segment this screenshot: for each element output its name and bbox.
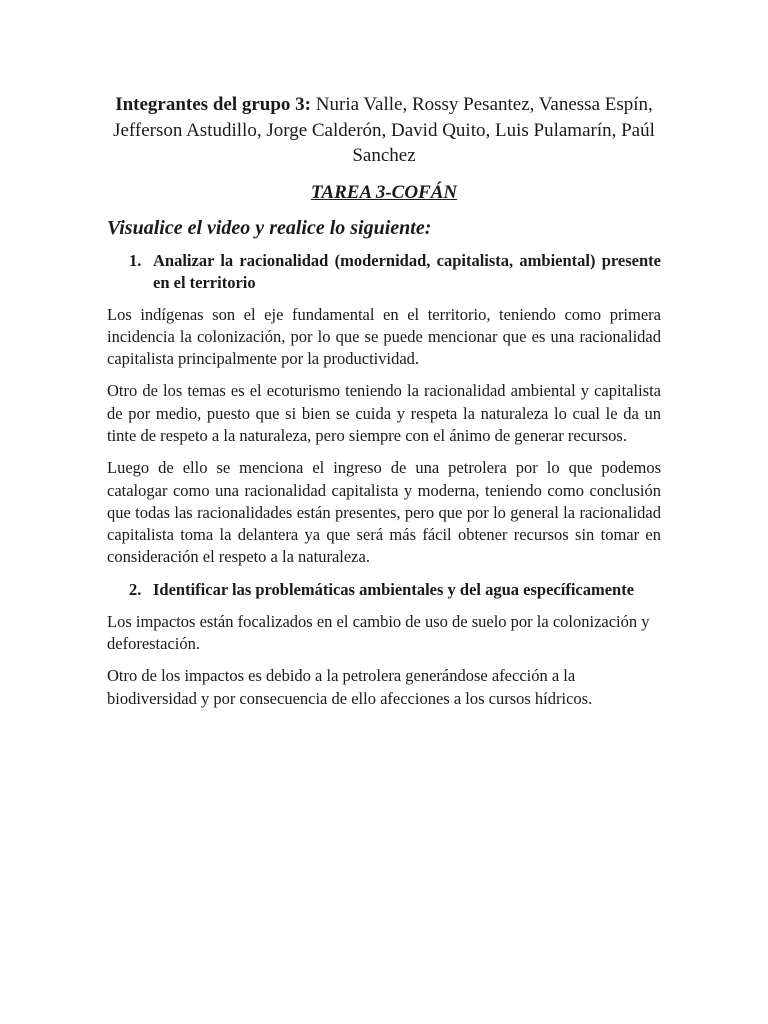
members-label: Integrantes del grupo 3: [115,94,312,115]
section-2-paragraph-2: Otro de los impactos es debido a la petrolera generándose afección a la biodiversidad y por consecuencia de ello afecciones a los cursos hídricos. [107,666,593,708]
section-2-number: 2. [129,579,142,599]
section-1-heading [129,250,661,294]
members-names: Nuria Valle, Rossy Pesantez, Vanessa Espín, Jefferson Astudillo, Jorge Calderón, David Quito, Luis Pulamarín, Paúl Sanchez [113,94,655,166]
section-2-heading-text: Identificar las problemáticas ambientales y del agua específicamente [153,579,635,599]
instruction-heading: Visualice el video y realice lo siguiente: [107,216,432,239]
section-1-heading-text: Analizar la racionalidad (modernidad, capitalista, ambiental) presente en el territorio [153,250,661,292]
task-title: TAREA 3-COFÁN [310,181,458,203]
section-1-paragraph-1: Los indígenas son el eje fundamental en el territorio, teniendo como primera incidencia la colonización, por lo que se puede mencionar que es una racionalidad capitalista principalmente por la productividad. [107,304,661,369]
group-members [107,92,661,169]
section-2-heading [129,579,661,601]
section-2-paragraph-1: Los impactos están focalizados en el cambio de uso de suelo por la colonización y deforestación. [107,611,650,654]
section-1-number: 1. [129,250,142,270]
section-1-paragraph-3: Luego de ello se menciona el ingreso de una petrolera por lo que podemos catalogar como una racionalidad capitalista y moderna, teniendo como conclusión que todas las racionalidades están presentes, pero que por lo general la racionalidad capitalista toma la delantera ya que será más fácil obtener recursos sin tomar en consideración el respeto a la naturaleza. [107,458,661,567]
section-1-paragraph-2: Otro de los temas es el ecoturismo teniendo la racionalidad ambiental y capitalista de por medio, puesto que si bien se cuida y respeta la naturaleza lo cual le da un tinte de respeto a la naturaleza, pero siempre con el ánimo de generar recursos. [107,381,661,445]
